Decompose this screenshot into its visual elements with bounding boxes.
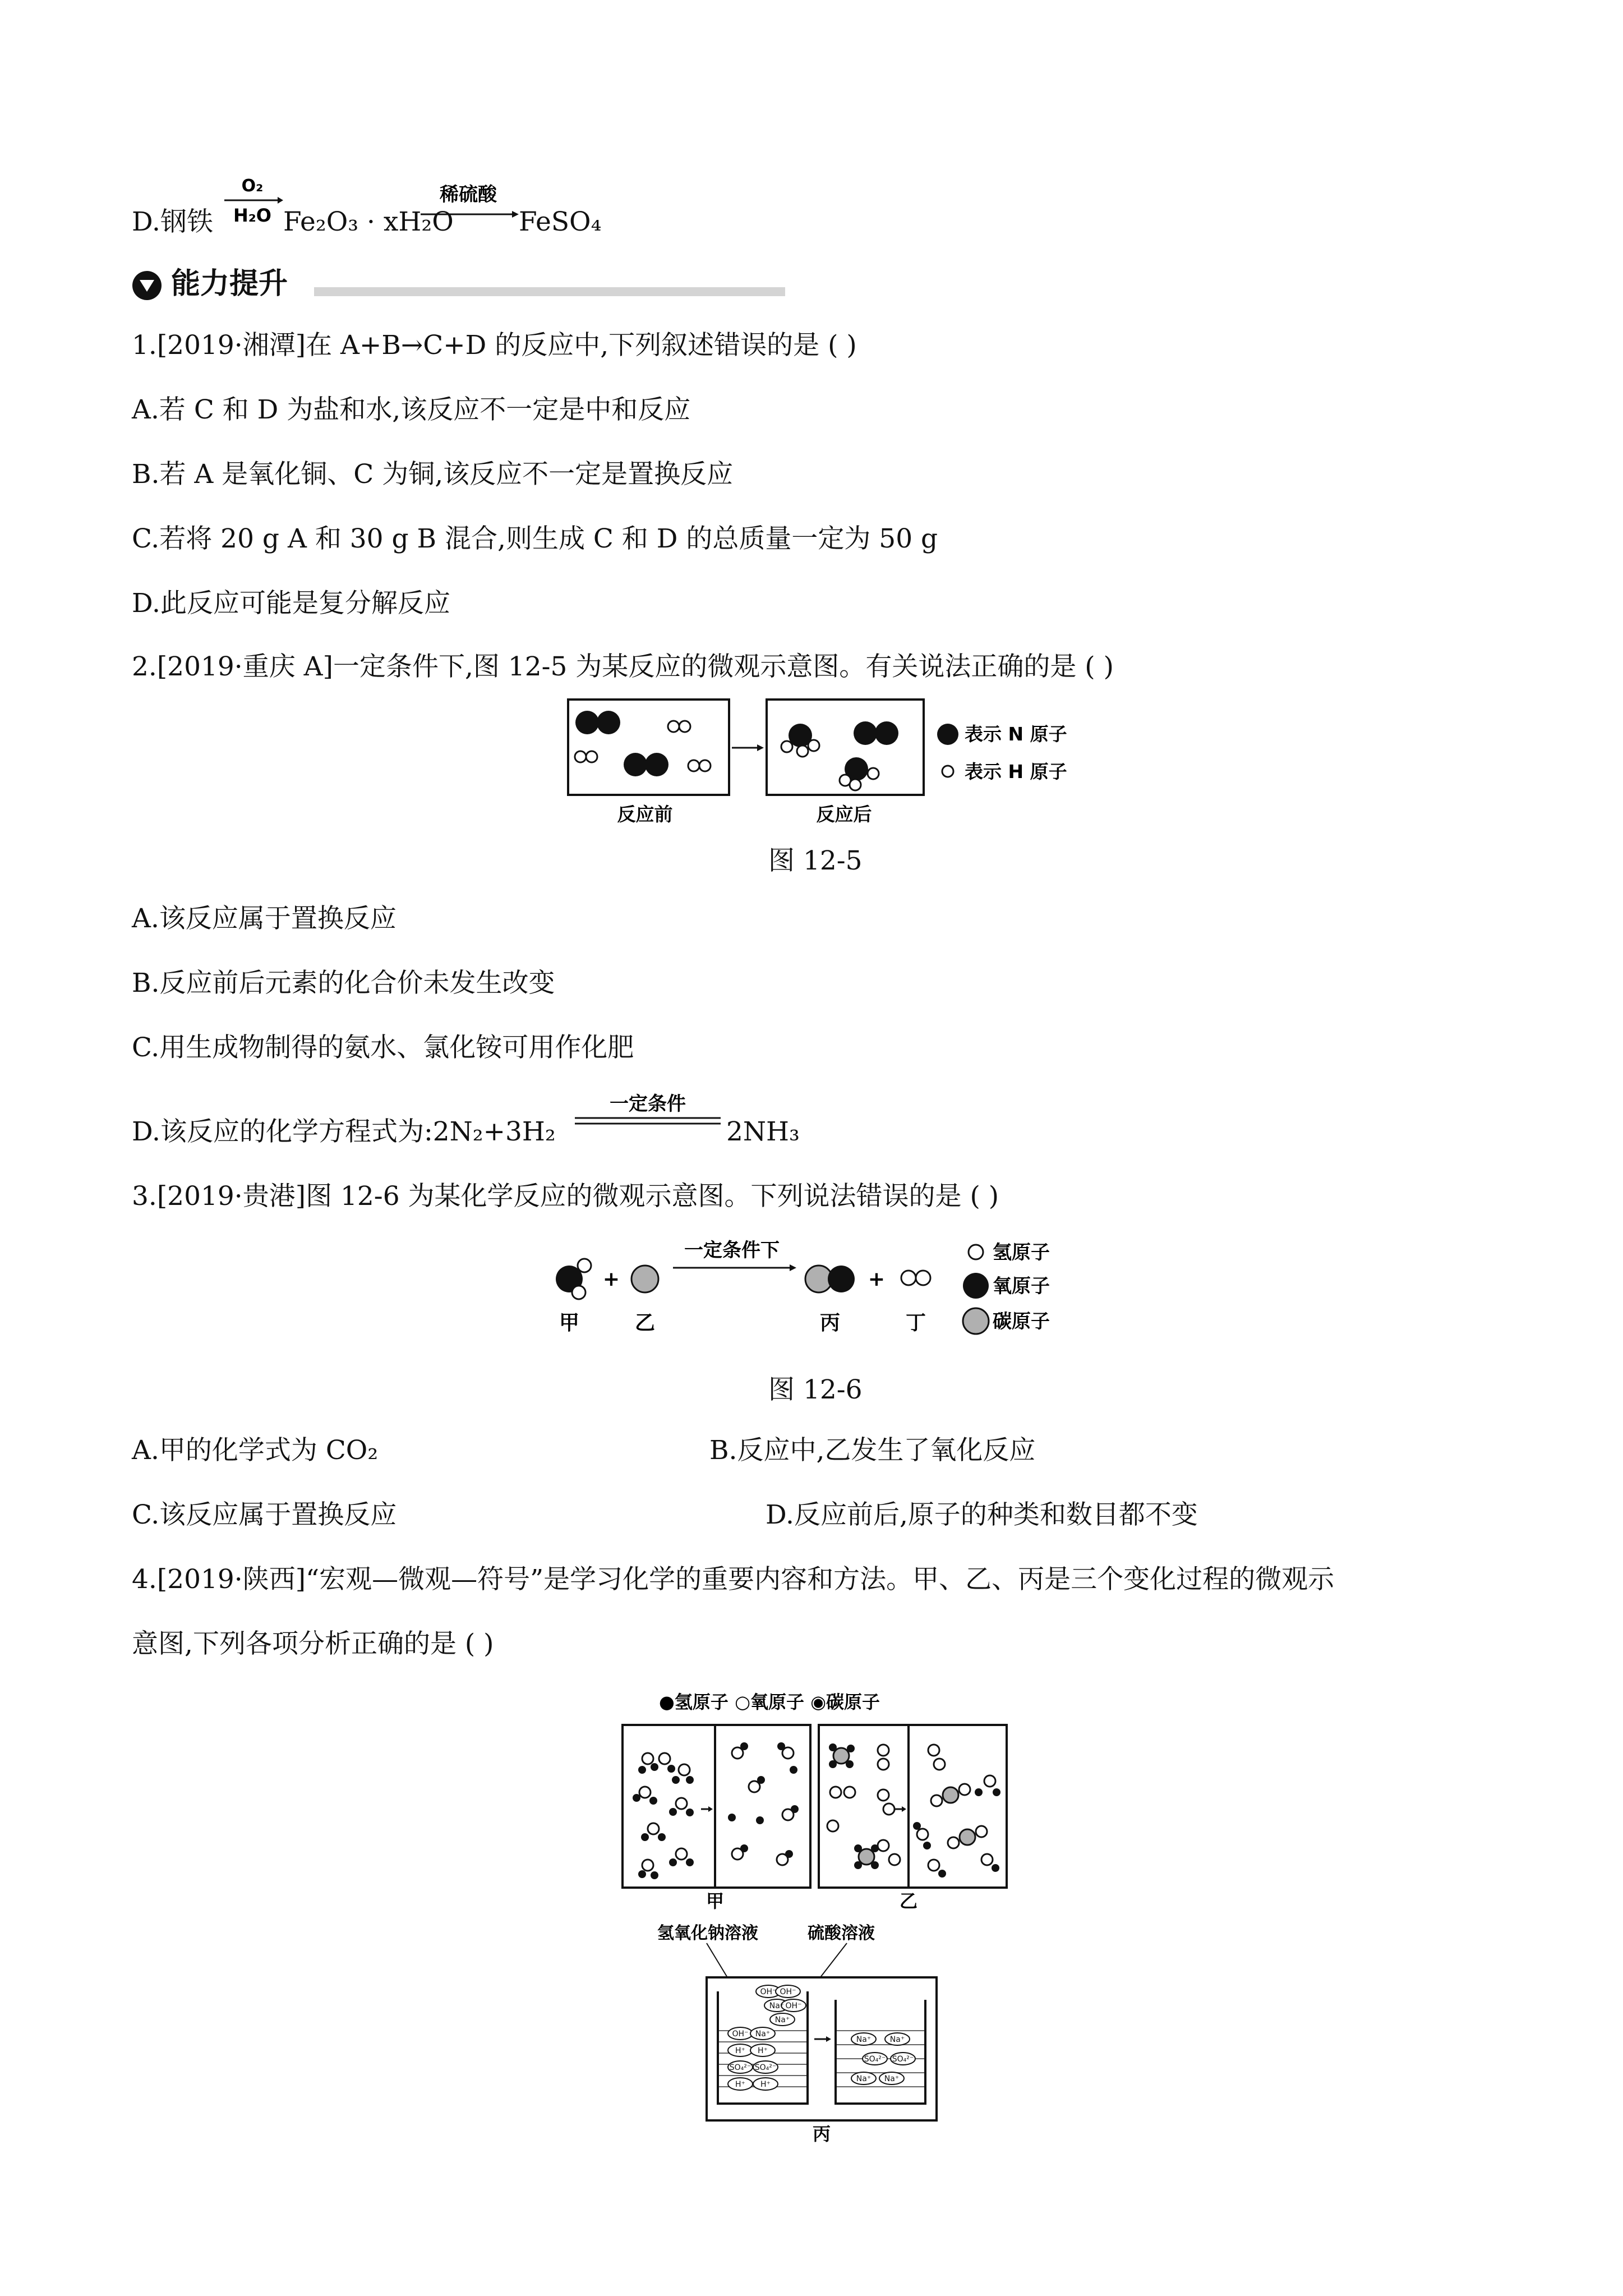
ion-oh-3: OH⁻ bbox=[785, 2001, 802, 2010]
figure-q4-bing bbox=[656, 1918, 959, 2154]
fig6-legend-h: 氢原子 bbox=[993, 1241, 1050, 1264]
ion-h-3: H⁺ bbox=[735, 2080, 745, 2089]
ion-h-2: H⁺ bbox=[758, 2046, 768, 2055]
q4-stem-line1: 4.[2019·陕西]“宏观—微观—符号”是学习化学的重要内容和方法。甲、乙、丙是三个变化过程的微观示 bbox=[132, 1564, 1335, 1595]
figure-12-5-caption: 图 12-5 bbox=[768, 845, 863, 876]
fig6-legend-c: 碳原子 bbox=[993, 1310, 1050, 1333]
equation-condition: 一定条件 bbox=[610, 1093, 686, 1115]
rust-mid: Fe₂O₃ · xH₂O bbox=[283, 206, 454, 237]
rust-arrow-2-top: 稀硫酸 bbox=[440, 183, 497, 206]
q3-option-d: D.反应前后,原子的种类和数目都不变 bbox=[766, 1499, 1198, 1530]
q2-stem: 2.[2019·重庆 A]一定条件下,图 12-5 为某反应的微观示意图。有关说法正确的是 ( ) bbox=[132, 651, 1114, 682]
ion-na-2: Na⁺ bbox=[774, 2016, 790, 2024]
q2-option-c: C.用生成物制得的氨水、氯化铵可用作化肥 bbox=[132, 1032, 634, 1063]
rust-arrow-1-top: O₂ bbox=[241, 176, 264, 196]
rust-arrow-2 bbox=[418, 180, 519, 224]
q2-option-d-product: 2NH₃ bbox=[726, 1116, 800, 1147]
legend-h-label: 表示 H 原子 bbox=[965, 761, 1067, 783]
ion-h-4: H⁺ bbox=[760, 2080, 771, 2089]
fig6-condition: 一定条件下 bbox=[684, 1239, 780, 1262]
figure-q4-top bbox=[620, 1686, 1012, 1916]
triangle-down-icon bbox=[132, 270, 162, 301]
fig6-plus-2: + bbox=[868, 1268, 886, 1291]
fig6-label-jia: 甲 bbox=[559, 1312, 580, 1335]
h2so4-label: 硫酸溶液 bbox=[808, 1924, 875, 1943]
q2-option-a: A.该反应属于置换反应 bbox=[132, 903, 396, 934]
ion-so4-4: SO₄²⁻ bbox=[892, 2055, 914, 2064]
ion-oh-1: OH⁻ bbox=[760, 1987, 777, 1996]
ion-na-1: Na⁺ bbox=[769, 2001, 785, 2010]
prev-option-d bbox=[132, 208, 213, 237]
fig6-legend-o: 氧原子 bbox=[993, 1275, 1050, 1297]
q1-stem: 1.[2019·湘潭]在 A+B→C+D 的反应中,下列叙述错误的是 ( ) bbox=[132, 330, 857, 361]
ion-oh-2: OH⁻ bbox=[780, 1987, 796, 1996]
fig6-label-yi: 乙 bbox=[634, 1312, 656, 1335]
ion-na-5: Na⁺ bbox=[889, 2035, 905, 2044]
q3-option-b: B.反应中,乙发生了氧化反应 bbox=[709, 1435, 1036, 1466]
q4-label-jia: 甲 bbox=[706, 1890, 725, 1912]
ion-na-4: Na⁺ bbox=[856, 2035, 872, 2044]
fig6-label-bing: 丙 bbox=[819, 1312, 841, 1335]
q4-legend: ●氢原子 ○氧原子 ◉碳原子 bbox=[659, 1691, 880, 1713]
q4-label-yi: 乙 bbox=[899, 1890, 918, 1912]
prev-option-d-prefix: D.钢铁 bbox=[132, 206, 213, 237]
naoh-label: 氢氧化钠溶液 bbox=[657, 1924, 758, 1943]
equation-condition-sign bbox=[572, 1090, 723, 1135]
label-after: 反应后 bbox=[816, 803, 872, 825]
q2-option-b: B.反应前后元素的化合价未发生改变 bbox=[132, 968, 555, 999]
q3-option-a: A.甲的化学式为 CO₂ bbox=[132, 1435, 379, 1466]
q4-label-bing: 丙 bbox=[812, 2123, 831, 2145]
ion-so4-1: SO₄²⁻ bbox=[729, 2063, 751, 2072]
q3-option-c: C.该反应属于置换反应 bbox=[132, 1499, 397, 1530]
q3-stem: 3.[2019·贵港]图 12-6 为某化学反应的微观示意图。下列说法错误的是 ( ) bbox=[132, 1181, 999, 1212]
q1-option-a: A.若 C 和 D 为盐和水,该反应不一定是中和反应 bbox=[132, 394, 691, 425]
q1-option-d: D.此反应可能是复分解反应 bbox=[132, 588, 450, 619]
ion-so4-2: SO₄²⁻ bbox=[754, 2063, 777, 2072]
ion-na-7: Na⁺ bbox=[884, 2074, 900, 2083]
fig6-label-ding: 丁 bbox=[905, 1312, 926, 1335]
section-title: 能力提升 bbox=[171, 267, 288, 301]
section-divider bbox=[314, 287, 785, 296]
q4-stem-line2: 意图,下列各项分析正确的是 ( ) bbox=[132, 1628, 494, 1659]
ion-na-3: Na⁺ bbox=[755, 2030, 771, 2039]
q1-option-b: B.若 A 是氧化铜、C 为铜,该反应不一定是置换反应 bbox=[132, 459, 734, 490]
rust-arrow-1-bottom: H₂O bbox=[233, 205, 271, 226]
q2-option-d-prefix: D.该反应的化学方程式为:2N₂+3H₂ bbox=[132, 1116, 556, 1147]
ion-h-1: H⁺ bbox=[735, 2046, 745, 2055]
rust-product: FeSO₄ bbox=[519, 206, 602, 237]
legend-n-label: 表示 N 原子 bbox=[965, 723, 1067, 745]
q1-option-c: C.若将 20 g A 和 30 g B 混合,则生成 C 和 D 的总质量一定为 50 g bbox=[132, 523, 938, 554]
figure-12-6-caption: 图 12-6 bbox=[768, 1374, 863, 1405]
figure-12-6 bbox=[538, 1234, 1088, 1346]
figure-12-5 bbox=[564, 698, 1102, 827]
ion-so4-3: SO₄²⁻ bbox=[864, 2055, 886, 2064]
label-before: 反应前 bbox=[617, 803, 673, 825]
rust-arrow-1 bbox=[222, 171, 283, 238]
ion-na-6: Na⁺ bbox=[856, 2074, 872, 2083]
fig6-plus-1: + bbox=[602, 1268, 620, 1291]
ion-oh-4: OH⁻ bbox=[732, 2030, 749, 2039]
